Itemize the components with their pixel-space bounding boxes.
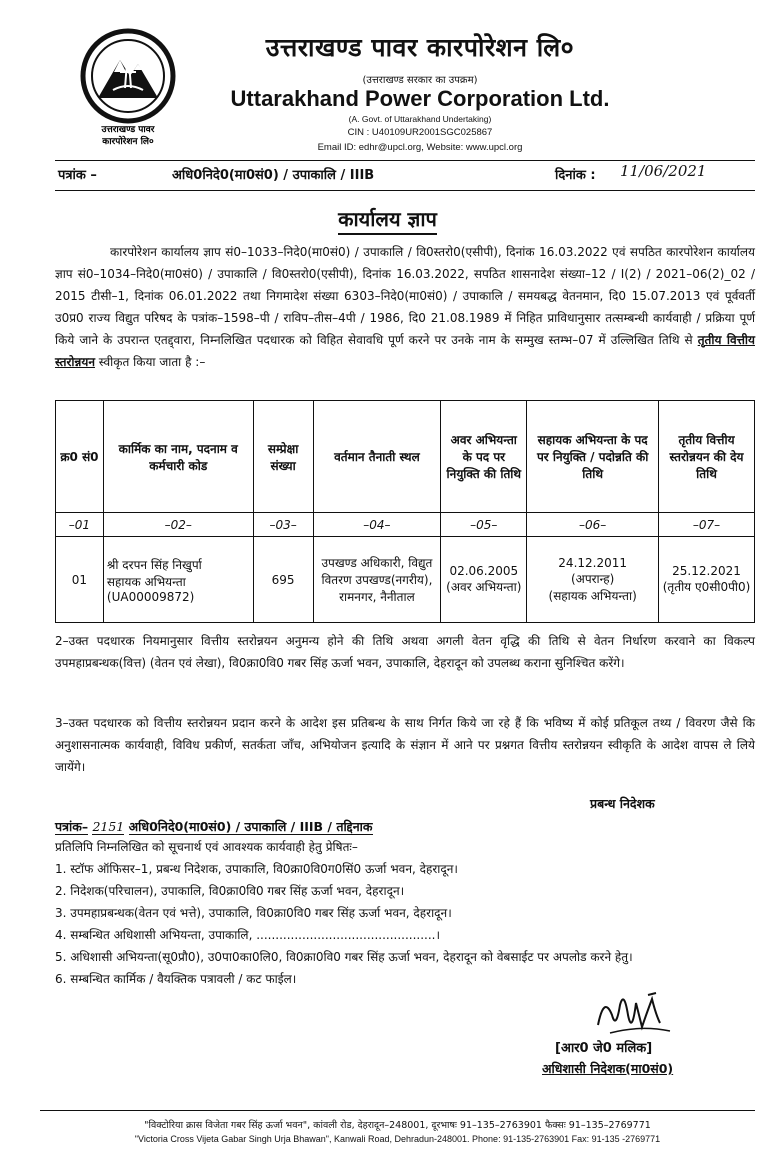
- md-label: प्रबन्ध निदेशक: [590, 796, 655, 811]
- ref2: [55, 818, 373, 835]
- col-number: –07–: [659, 513, 755, 537]
- footer-divider: [40, 1110, 755, 1111]
- cell-ae-date: [527, 537, 659, 623]
- col-header-due-date: तृतीय वित्तीय स्तरोन्नयन की देय तिथि: [659, 401, 755, 513]
- cell-je-date: [441, 537, 527, 623]
- col-header-je-date: अवर अभियन्ता के पद पर नियुक्ति की तिथि: [441, 401, 527, 513]
- cell-sno: 01: [56, 537, 104, 623]
- col-number: –01: [56, 513, 104, 537]
- paragraph-3: 3–उक्त पदधारक को वित्तीय स्तरोन्नयन प्रदान करने के आदेश इस प्रतिबन्ध के साथ निर्गत किये जा रहे हैं कि भविष्य में कोई प्रतिकूल तथ्य / विवरण जैसे कि अनुशासनात्मक कार्यवाही, विविध प्रकीर्ण, सतर्कता जाँच, अभियोजन इत्यादि के संज्ञान में आने पर प्रश्नगत वित्तीय स्तरोन्नयन स्वीकृति के आदेश वापस ले लिये जायेंगे।: [55, 716, 755, 774]
- ae-note1: (अपरान्ह): [570, 571, 615, 586]
- logo-text-line1: उत्तराखण्ड पावर: [101, 125, 155, 135]
- cell-due-date: [659, 537, 755, 623]
- logo-text-line2: कारपोरेशन लि०: [102, 137, 154, 146]
- ae-note2: (सहायक अभियन्ता): [548, 588, 637, 603]
- memo-heading: [0, 205, 775, 232]
- date-label: दिनांक :: [555, 168, 596, 183]
- title-english: Uttarakhand Power Corporation Ltd.: [230, 86, 610, 111]
- paragraph-1-main: कारपोरेशन कार्यालय ज्ञाप सं0–1033–निदे0(मा0सं0) / उपाकालि / वि0स्तरो0(एसीपी), दिनांक 16.03.2022 एवं सपठित कारपोरेशन कार्यालय ज्ञाप सं0–1034–निदे0(मा0सं0) / उपाकालि / वि0स्तरो0(एसीपी), दिनांक 16.03.2022, सपठित शासनादेश संख्या–12 / I(2) / 2021–06(2)_02 / 2015 टीसी–1, दिनांक 06.01.2022 तथा निगमादेश संख्या 6303–निदे0(मा0सं0) / उपाकालि / समयबद्ध वेतनमान, दि0 15.07.2013 एवं पूर्ववर्ती उ0प्र0 राज्य विद्युत परिषद के पत्रांक–1598–पी / राविप–तीस–4पी / 1986, दि0 21.08.1989 में निहित प्राविधानुसार तत्सम्बन्धी कार्यवाही / प्रक्रिया पूर्ण किये जाने के उपरान्त एतद्द्वारा, निम्नलिखित पदधारक को विहित सेवावधि पूर्ण करने पर उनके नाम के सम्मुख स्तम्भ–07 में उल्लिखित तिथि से: [55, 245, 755, 347]
- signatory-name: [आर0 जे0 मलिक]: [555, 1041, 653, 1056]
- col-header-audit: सम्प्रेक्षा संख्या: [253, 401, 313, 513]
- list-item: 2. निदेशक(परिचालन), उपाकालि, वि0क्रा0वि0 गबर सिंह ऊर्जा भवन, देहरादून।: [55, 884, 405, 898]
- divider-ref: [55, 190, 755, 191]
- due-date: 25.12.2021: [672, 564, 741, 578]
- footer-address-english: "Victoria Cross Vijeta Gabar Singh Urja Bhawan", Kanwali Road, Dehradun-248001. Phone: 91-135-2763901 Fax: 91-135 -2769771: [134, 1134, 661, 1144]
- email-website: Email ID: edhr@upcl.org, Website: www.upcl.org: [317, 142, 523, 153]
- ref-number: अधि0निदे0(मा0सं0) / उपाकालि / IIIB: [172, 168, 375, 183]
- paragraph-2: 2–उक्त पदधारक नियमानुसार वित्तीय स्तरोन्नयन अनुमन्य होने की तिथि अथवा अगली वेतन वृद्धि की तिथि से वेतन निर्धारण करवाने का विकल्प उपमहाप्रबन्धक(वित्त) (वेतन एवं लेखा), वि0क्रा0वि0 गबर सिंह ऊर्जा भवन, उपाकालि, देहरादून को उपलब्ध कराना सुनिश्चित करेंगे।: [55, 634, 755, 670]
- divider-top: [55, 160, 755, 161]
- cell-audit-no: 695: [253, 537, 313, 623]
- ref2-label: पत्रांक–: [55, 819, 89, 834]
- list-item: 6. सम्बन्धित कार्मिक / वैयक्तिक पत्रावली / कट फाईल।: [55, 972, 297, 986]
- col-header-name: कार्मिक का नाम, पदनाम व कर्मचारी कोड: [103, 401, 253, 513]
- ae-date: 24.12.2011: [558, 555, 628, 570]
- distribution-list: [55, 858, 755, 990]
- col-header-ae-date: सहायक अभियन्ता के पद पर नियुक्ति / पदोन्नति की तिथि: [527, 401, 659, 513]
- col-number: –06–: [527, 513, 659, 537]
- ref2-number: 2151: [92, 819, 125, 834]
- subtitle-english: (A. Govt. of Uttarakhand Undertaking): [348, 114, 492, 124]
- upgrade-table: [55, 400, 755, 623]
- list-item: 5. अधिशासी अभियन्ता(सू0प्रौ0), उ0पा0का0लि0, वि0क्रा0वि0 गबर सिंह ऊर्जा भवन, देहरादून को वेबसाईट पर अपलोड करने हेतु।: [55, 950, 633, 964]
- upcl-logo: [78, 28, 178, 146]
- cell-posting: उपखण्ड अधिकारी, विद्युत वितरण उपखण्ड(नगरीय), रामनगर, नैनीताल: [313, 537, 441, 623]
- paragraph-1-bold: तृतीय वित्तीय स्तरोन्नयन: [55, 333, 755, 369]
- table-row: [56, 537, 755, 623]
- ref-label: पत्रांक –: [58, 168, 97, 183]
- signature: [590, 985, 690, 1040]
- col-header-posting: वर्तमान तैनाती स्थल: [313, 401, 441, 513]
- col-number: –04–: [313, 513, 441, 537]
- je-date: 02.06.2005: [449, 564, 519, 578]
- col-number: –03–: [253, 513, 313, 537]
- col-header-sno: क्र0 सं0: [56, 401, 104, 513]
- date-value: 11/06/2021: [620, 162, 707, 180]
- due-note: (तृतीय ए0सी0पी0): [662, 580, 751, 594]
- cell-employee: [103, 537, 253, 623]
- col-number: –02–: [103, 513, 253, 537]
- footer-address-hindi: "विक्टोरिया क्रास विजेता गबर सिंह ऊर्जा भवन", कांवली रोड, देहरादून–248001, दूरभाषः 91–135–2763901 फैक्सः 91–135–2769771: [144, 1120, 651, 1131]
- paragraph-1: [55, 241, 755, 373]
- cin-number: CIN : U40109UR2001SGC025867: [347, 127, 493, 138]
- list-item: 1. स्टॉफ ऑफिसर–1, प्रबन्ध निदेशक, उपाकालि, वि0क्रा0वि0ग0सिं0 ऊर्जा भवन, देहरादून।: [55, 862, 458, 876]
- copy-intro: प्रतिलिपि निम्नलिखित को सूचनार्थ एवं आवश्यक कार्यवाही हेतु प्रेषितः–: [55, 840, 358, 854]
- signatory-title: अधिशासी निदेशक(मा0सं0): [542, 1061, 674, 1076]
- title-hindi: उत्तराखण्ड पावर कारपोरेशन लि०: [265, 33, 575, 62]
- ref2-rest: अधि0निदे0(मा0सं0) / उपाकालि / IIIB / तद्दिनाक: [128, 819, 373, 834]
- table-header-row: [56, 401, 755, 513]
- je-note: (अवर अभियन्ता): [446, 580, 522, 594]
- list-item: 4. सम्बन्धित अधिशासी अभियन्ता, उपाकालि, ...............................................।: [55, 928, 441, 942]
- employee-name: श्री दरपन सिंह निखुर्पा: [106, 557, 202, 572]
- subtitle-hindi: (उत्तराखण्ड सरकार का उपक्रम): [362, 75, 478, 86]
- memo-heading-text: कार्यालय ज्ञाप: [338, 207, 437, 235]
- employee-code: (UA00009872): [106, 589, 195, 604]
- employee-designation: सहायक अभियन्ता: [106, 574, 186, 589]
- list-item: 3. उपमहाप्रबन्धक(वेतन एवं भत्ते), उपाकालि, वि0क्रा0वि0 गबर सिंह ऊर्जा भवन, देहरादून।: [55, 906, 452, 920]
- table-colnum-row: [56, 513, 755, 537]
- paragraph-1-end: स्वीकृत किया जाता है :–: [94, 355, 206, 369]
- col-number: –05–: [441, 513, 527, 537]
